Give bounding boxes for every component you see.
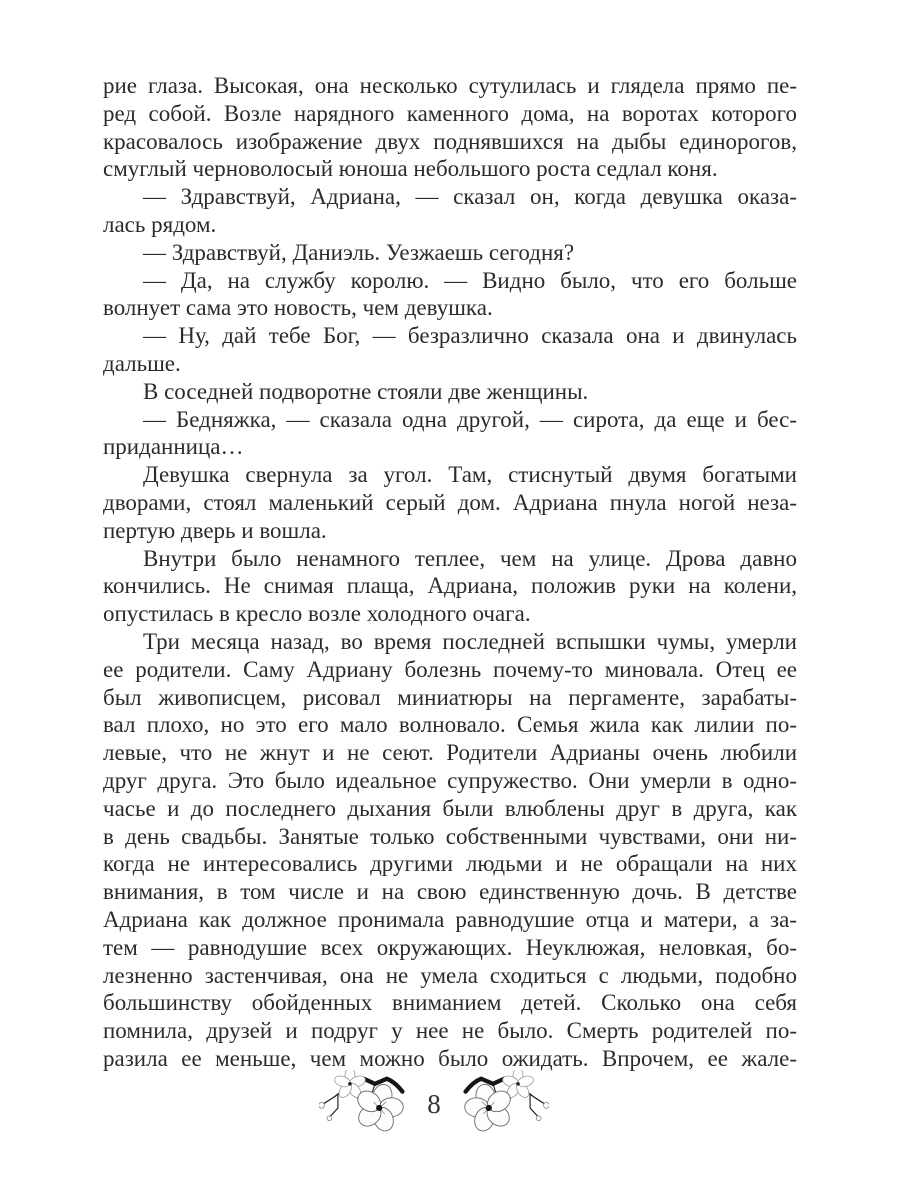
- text-line: помнила, друзей и подруг у нее не было. Смерть родителей по-: [103, 1018, 797, 1044]
- text-line: Адриана как должное пронимала равнодушие отца и матери, а за-: [103, 906, 797, 932]
- text-line: пертую дверь и вошла.: [103, 517, 327, 543]
- text-line: — Здравствуй, Адриана, — сказал он, когда девушка оказа-: [143, 184, 797, 210]
- text-line: кончились. Не снимая плаща, Адриана, положив руки на колени,: [103, 573, 797, 599]
- text-line: вал плохо, но это его мало волновало. Семья жила как лилии по-: [103, 712, 797, 738]
- page-footer: [87, 1066, 781, 1142]
- text-line: был живописцем, рисовал миниатюры на пергаменте, зарабаты-: [103, 684, 797, 710]
- text-line: — Здравствуй, Даниэль. Уезжаешь сегодня?: [143, 239, 575, 265]
- text-line: в день свадьбы. Занятые только собственными чувствами, они ни-: [103, 823, 797, 849]
- text-line: Девушка свернула за угол. Там, стиснутый двумя богатыми: [143, 462, 797, 488]
- text-line: Внутри было ненамного теплее, чем на улице. Дрова давно: [143, 545, 797, 571]
- text-line: волнует сама это новость, чем девушка.: [103, 295, 493, 321]
- page-text: [103, 72, 797, 1073]
- text-line: рие глаза. Высокая, она несколько сутулилась и глядела прямо пе-: [103, 73, 797, 98]
- text-line: ред собой. Возле нарядного каменного дома, на воротах которого: [103, 100, 797, 126]
- text-line: В соседней подворотне стояли две женщины.: [143, 378, 589, 404]
- text-line: ее родители. Саму Адриану болезнь почему-то миновала. Отец ее: [103, 656, 797, 682]
- text-line: красовалось изображение двух поднявшихся на дыбы единорогов,: [103, 128, 797, 154]
- text-line: — Бедняжка, — сказала одна другой, — сирота, да еще и бес-: [143, 406, 797, 432]
- floral-ornament-left-icon: [319, 1070, 405, 1139]
- text-line: левые, что не жнут и не сеют. Родители Адрианы очень любили: [103, 740, 797, 766]
- text-line: разила ее меньше, чем можно было ожидать. Впрочем, ее жале-: [103, 1045, 797, 1071]
- page-number: 8: [427, 1088, 441, 1119]
- text-line: большинству обойденных вниманием детей. Сколько она себя: [103, 990, 797, 1016]
- text-line: — Ну, дай тебе Бог, — безразлично сказала она и двинулась: [143, 323, 797, 349]
- text-line: тем — равнодушие всех окружающих. Неуклюжая, неловкая, бо-: [103, 934, 797, 960]
- text-line: внимания, в том числе и на свою единственную дочь. В детстве: [103, 879, 797, 905]
- floral-ornament-right-icon: [463, 1070, 549, 1139]
- text-line: приданница…: [103, 434, 244, 460]
- text-line: лась рядом.: [103, 211, 217, 237]
- text-line: дальше.: [103, 350, 181, 376]
- text-line: друг друга. Это было идеальное супружество. Они умерли в одно-: [103, 767, 797, 793]
- text-line: часье и до последнего дыхания были влюблены друг в друга, как: [103, 795, 797, 821]
- text-line: — Да, на службу королю. — Видно было, что его больше: [143, 267, 797, 293]
- text-line: дворами, стоял маленький серый дом. Адриана пнула ногой неза-: [103, 489, 797, 515]
- text-line: смуглый черноволосый юноша небольшого роста седлал коня.: [103, 156, 718, 182]
- text-line: опустилась в кресло возле холодного очага.: [103, 601, 531, 627]
- text-line: когда не интересовались другими людьми и не обращали на них: [103, 851, 797, 877]
- text-line: Три месяца назад, во время последней вспышки чумы, умерли: [143, 628, 797, 654]
- text-line: лезненно застенчивая, она не умела сходиться с людьми, подобно: [103, 962, 797, 988]
